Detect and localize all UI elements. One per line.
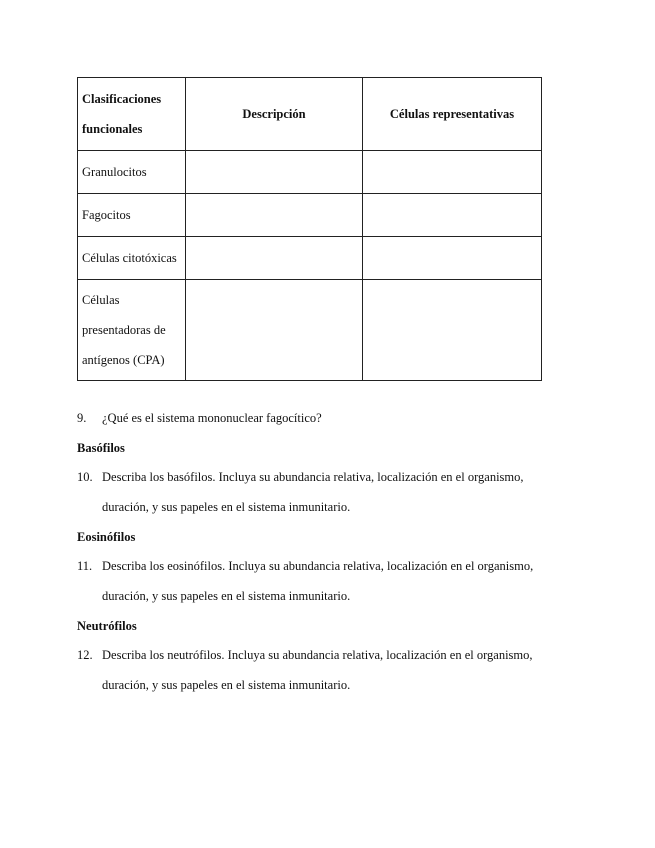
question-9-text: ¿Qué es el sistema mononuclear fagocítico? [102, 411, 322, 425]
heading-neutrofilos: Neutrófilos [77, 619, 137, 633]
table-row [78, 151, 542, 194]
header-celulas-representativas: Células representativas [363, 78, 542, 151]
question-9 [77, 403, 557, 433]
row-label-fagocitos: Fagocitos [78, 194, 186, 237]
cell-celulas-fagocitos [363, 194, 542, 237]
question-10-line1: Describa los basófilos. Incluya su abundancia relativa, localización en el organismo, [102, 470, 524, 484]
heading-basofilos: Basófilos [77, 441, 125, 455]
question-11-line1: Describa los eosinófilos. Incluya su abundancia relativa, localización en el organismo, [102, 559, 534, 573]
cell-descripcion-citotoxicas [186, 237, 363, 280]
question-10-number: 10. [77, 470, 93, 484]
header-col1-line1: Clasificaciones [82, 92, 162, 106]
question-11-number: 11. [77, 559, 93, 573]
question-9-number: 9. [77, 411, 87, 425]
question-12-line1: Describa los neutrófilos. Incluya su abundancia relativa, localización en el organismo, [102, 648, 533, 662]
table-row [78, 237, 542, 280]
header-descripcion: Descripción [186, 78, 363, 151]
cell-descripcion-granulocitos [186, 151, 363, 194]
row-label-celulas-citotoxicas: Células citotóxicas [78, 237, 186, 280]
cell-celulas-citotoxicas [363, 237, 542, 280]
question-11 [77, 551, 557, 611]
cpa-line2: presentadoras de [82, 323, 166, 337]
cell-celulas-granulocitos [363, 151, 542, 194]
question-10-line2: duración, y sus papeles en el sistema inmunitario. [102, 500, 351, 514]
table-row [78, 280, 542, 381]
table-header-row [78, 78, 542, 151]
header-clasificaciones-funcionales [78, 78, 186, 151]
question-12-line2: duración, y sus papeles en el sistema inmunitario. [102, 678, 351, 692]
table-row [78, 194, 542, 237]
header-col1-line2: funcionales [82, 122, 143, 136]
question-12-number: 12. [77, 648, 93, 662]
cell-celulas-cpa [363, 280, 542, 381]
row-label-cpa [78, 280, 186, 381]
row-label-granulocitos: Granulocitos [78, 151, 186, 194]
question-11-line2: duración, y sus papeles en el sistema inmunitario. [102, 589, 351, 603]
classification-table [77, 77, 542, 381]
cpa-line1: Células [82, 293, 120, 307]
heading-eosinofilos: Eosinófilos [77, 530, 136, 544]
question-12 [77, 640, 557, 700]
cpa-line3: antígenos (CPA) [82, 353, 165, 367]
question-10 [77, 462, 557, 522]
cell-descripcion-fagocitos [186, 194, 363, 237]
cell-descripcion-cpa [186, 280, 363, 381]
